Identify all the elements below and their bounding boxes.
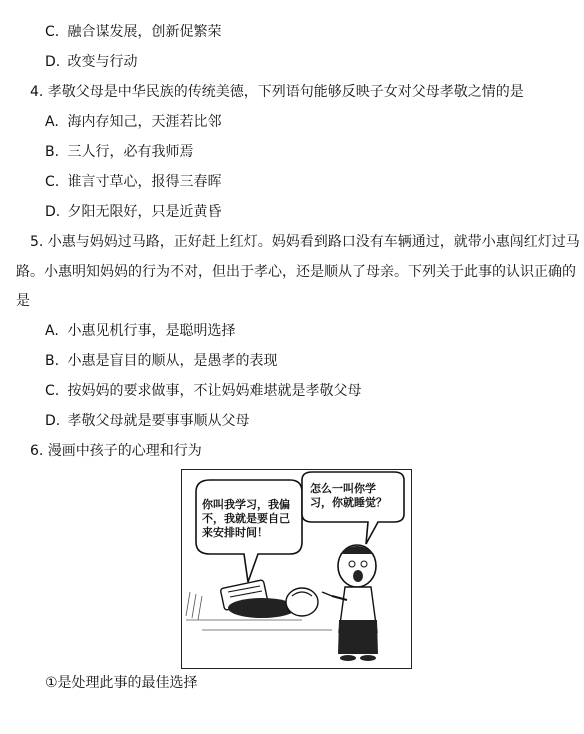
parent-bubble-line: 怎么一叫你学 — [310, 482, 376, 495]
child-bubble-line: 不，我就是要自己 — [202, 512, 290, 525]
option-label: B. — [45, 353, 60, 369]
q4-stem: 4. 孝敬父母是中华民族的传统美德，下列语句能够反映子女对父母孝敬之情的是 — [30, 84, 524, 100]
lying-child-figure — [220, 580, 318, 618]
q5-stem-line2: 路。小惠明知妈妈的行为不对，但出于孝心，还是顺从了母亲。下列关于此事的认识正确的 — [16, 264, 576, 280]
parent-bubble-line: 习，你就睡觉？ — [310, 496, 387, 509]
option-label: A. — [45, 323, 59, 339]
q5-option-b — [45, 351, 277, 371]
option-text: 孝敬父母就是要事事顺从父母 — [67, 413, 250, 429]
option-text: 海内存知己，天涯若比邻 — [67, 114, 222, 130]
standing-parent-figure — [322, 545, 378, 661]
option-text: 夕阳无限好，只是近黄昏 — [67, 204, 222, 220]
option-text: 按妈妈的要求做事，不让妈妈难堪就是孝敬父母 — [67, 383, 362, 399]
cartoon-illustration — [181, 469, 412, 669]
q5-option-d — [45, 411, 249, 431]
option-text: 融合谋发展，创新促繁荣 — [67, 24, 222, 40]
q5-stem-line3: 是 — [16, 293, 30, 309]
q4-option-c — [45, 172, 221, 192]
q3-option-d — [45, 52, 137, 72]
option-label: D. — [45, 413, 61, 429]
option-text: 改变与行动 — [67, 54, 138, 70]
option-label: C. — [45, 383, 60, 399]
q5-stem-line1: 5. 小惠与妈妈过马路，正好赶上红灯。妈妈看到路口没有车辆通过，就带小惠闯红灯过马 — [30, 234, 580, 250]
parent-bubble-text — [310, 482, 387, 510]
q5-option-c — [45, 381, 361, 401]
q4-option-a — [45, 112, 221, 132]
q5-option-a — [45, 321, 235, 341]
option-label: C. — [45, 174, 60, 190]
option-label: D. — [45, 54, 61, 70]
q4-option-b — [45, 142, 193, 162]
option-label: C. — [45, 24, 60, 40]
child-bubble-text — [202, 498, 290, 540]
q6-statement-1: ①是处理此事的最佳选择 — [45, 675, 198, 691]
option-text: 小惠见机行事，是聪明选择 — [67, 323, 236, 339]
child-bubble-line: 来安排时间！ — [202, 526, 268, 539]
child-bubble-line: 你叫我学习，我偏 — [202, 498, 290, 511]
q6-stem: 6. 漫画中孩子的心理和行为 — [30, 443, 202, 459]
q4-option-d — [45, 202, 221, 222]
q3-option-c — [45, 22, 221, 42]
option-label: D. — [45, 204, 61, 220]
option-text: 小惠是盲目的顺从，是愚孝的表现 — [67, 353, 278, 369]
option-text: 三人行，必有我师焉 — [67, 144, 194, 160]
option-text: 谁言寸草心，报得三春晖 — [67, 174, 222, 190]
option-label: B. — [45, 144, 60, 160]
option-label: A. — [45, 114, 59, 130]
